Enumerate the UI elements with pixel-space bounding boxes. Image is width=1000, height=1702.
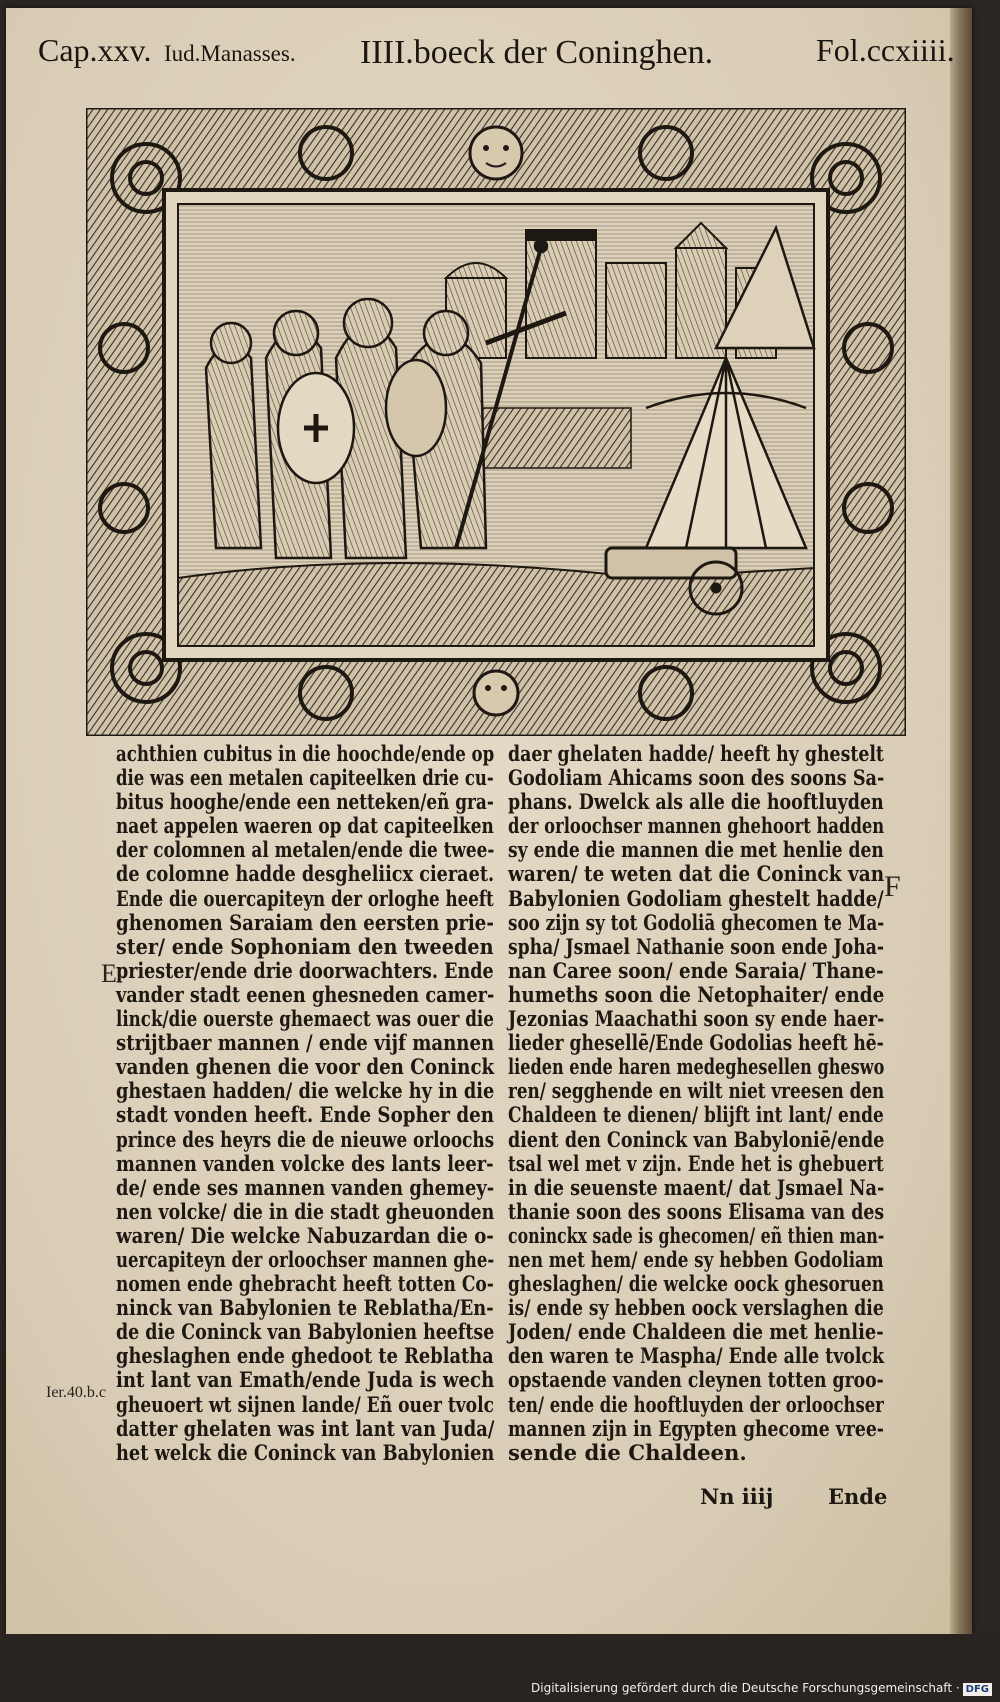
margin-reference: Ier.40.b.c bbox=[46, 1384, 106, 1401]
text-line: der colomnen al metalen/ende die twee- bbox=[116, 837, 495, 863]
text-line: den waren te Maspha/ Ende alle tvolck bbox=[508, 1343, 885, 1369]
text-line: nen volcke/ die in die stadt gheuonden bbox=[116, 1198, 495, 1224]
text-line: ren/ segghende en wilt niet vreesen den bbox=[508, 1078, 885, 1104]
text-line: mannen vanden volcke des lants leer- bbox=[116, 1150, 494, 1176]
folio-number: Fol.ccxiiii. bbox=[816, 32, 955, 68]
text-line: gheslaghen ende ghedoot te Reblatha bbox=[116, 1343, 494, 1369]
text-line: Joden/ ende Chaldeen die met henlie- bbox=[508, 1319, 884, 1345]
page-edge bbox=[950, 8, 972, 1634]
woodcut-svg bbox=[86, 108, 906, 736]
running-header bbox=[6, 8, 972, 88]
text-column-left bbox=[116, 742, 494, 1465]
text-line: stadt vonden heeft. Ende Sopher den bbox=[116, 1102, 494, 1128]
digitization-credit bbox=[531, 1681, 992, 1696]
text-line: coninckx sade is ghecomen/ eñ thien man- bbox=[508, 1222, 885, 1248]
text-line: spha/ Jsmael Nathanie soon ende Joha- bbox=[508, 933, 884, 959]
text-line: daer ghelaten hadde/ heeft hy ghestelt bbox=[508, 741, 884, 766]
text-line: waren/ Die welcke Nabuzardan die o- bbox=[116, 1222, 494, 1248]
margin-letter-f: F bbox=[884, 870, 901, 903]
text-line: mannen zijn in Egypten ghecome vree- bbox=[508, 1415, 884, 1441]
text-line: phans. Dwelck als alle die hooftluyden bbox=[508, 789, 884, 815]
text-line: ster/ ende Sophoniam den tweeden bbox=[116, 933, 494, 959]
text-line: opstaende vanden cleynen totten groo- bbox=[508, 1367, 884, 1393]
text-line: Babylonien Godoliam ghestelt hadde/ bbox=[508, 885, 884, 911]
text-column-right bbox=[508, 742, 884, 1465]
text-line: soo zijn sy tot Godoliā ghecomen te Ma- bbox=[508, 909, 885, 935]
catchword: Ende bbox=[828, 1484, 888, 1509]
text-line: gheslaghen/ die welcke oock ghesoruen bbox=[508, 1271, 884, 1297]
woodcut-illustration bbox=[86, 108, 906, 736]
text-line: ten/ ende die hooftluyden der orloochser bbox=[508, 1391, 884, 1417]
text-line: ghenomen Saraiam den eersten prie- bbox=[116, 909, 494, 935]
text-line: achthien cubitus in die hoochde/ende op bbox=[116, 741, 495, 766]
subject-label: Iud.Manasses. bbox=[164, 41, 296, 66]
text-line: thanie soon des soons Elisama van des bbox=[508, 1198, 885, 1224]
text-line: het welck die Coninck van Babylonien bbox=[116, 1439, 495, 1465]
text-line: nen met hem/ ende sy hebben Godoliam bbox=[508, 1246, 884, 1272]
text-line: Ende die ouercapiteyn der orloghe heeft bbox=[116, 885, 494, 911]
text-line: sy ende die mannen die met henlie den bbox=[508, 837, 884, 863]
text-line: humeths soon die Netophaiter/ ende bbox=[508, 981, 885, 1007]
text-line: vanden ghenen die voor den Coninck bbox=[116, 1054, 495, 1080]
credit-text: Digitalisierung gefördert durch die Deutsche Forschungsgemeinschaft · bbox=[531, 1681, 960, 1695]
text-line: ghestaen hadden/ die welcke hy in die bbox=[116, 1078, 495, 1104]
text-line: tsal wel met v zijn. Ende het is ghebuert bbox=[508, 1150, 884, 1176]
text-line: naet appelen waeren op dat capiteelken bbox=[116, 813, 494, 839]
text-line: is/ ende sy hebben oock verslaghen die bbox=[508, 1295, 884, 1321]
text-line: Godoliam Ahicams soon des soons Sa- bbox=[508, 765, 885, 791]
text-line: nomen ende ghebracht heeft totten Co- bbox=[116, 1271, 494, 1297]
text-line: der orloochser mannen ghehoort hadden bbox=[508, 813, 885, 839]
text-line: lieden ende haren medeghesellen gheswo bbox=[508, 1054, 885, 1080]
text-line: nan Caree soon/ ende Saraia/ Thane- bbox=[508, 957, 884, 983]
text-line: uercapiteyn der orloochser mannen ghe- bbox=[116, 1246, 495, 1272]
text-line: Chaldeen te dienen/ blijft int lant/ ende bbox=[508, 1102, 884, 1128]
troops-icon bbox=[481, 408, 631, 468]
text-line: prince des heyrs die de nieuwe orloochs bbox=[116, 1126, 495, 1152]
text-line: int lant van Emath/ende Juda is wech bbox=[116, 1367, 495, 1393]
text-line: priester/ende drie doorwachters. Ende bbox=[116, 957, 494, 983]
text-line: die was een metalen capiteelken drie cu- bbox=[116, 765, 494, 791]
text-line: dient den Coninck van Babyloniē/ende bbox=[508, 1126, 885, 1152]
text-line: strijtbaer mannen / ende vijf mannen bbox=[116, 1030, 495, 1056]
text-line: de die Coninck van Babylonien heeftse bbox=[116, 1319, 495, 1345]
text-line: de/ ende ses mannen vanden ghemey- bbox=[116, 1174, 495, 1200]
text-line: lieder ghesellē/Ende Godolias heeft hē- bbox=[508, 1030, 884, 1056]
chapter-label: Cap.xxv. bbox=[38, 32, 152, 68]
margin-letter-e: E bbox=[101, 959, 117, 988]
text-line: sende die Chaldeen. bbox=[508, 1439, 747, 1465]
text-line: linck/die ouerste ghemaect was ouer die bbox=[116, 1006, 494, 1032]
signature-mark: Nn iiij bbox=[700, 1484, 774, 1509]
text-line: Jezonias Maachathi soon sy ende haer- bbox=[508, 1006, 885, 1032]
text-line: vander stadt eenen ghesneden camer- bbox=[116, 981, 495, 1007]
text-line: bitus hooghe/ende een netteken/eñ gra- bbox=[116, 789, 494, 815]
text-line: de colomne hadde desgheliicx cieraet. bbox=[116, 861, 495, 887]
text-line: datter ghelaten was int lant van Juda/ bbox=[116, 1415, 495, 1441]
text-line: ninck van Babylonien te Reblatha/En- bbox=[116, 1295, 494, 1321]
dfg-logo: DFG bbox=[963, 1683, 992, 1696]
book-title: IIII.boeck der Coninghen. bbox=[360, 34, 714, 71]
text-line: in die seuenste maent/ dat Jsmael Na- bbox=[508, 1174, 885, 1200]
book-page bbox=[6, 8, 972, 1634]
text-line: waren/ te weten dat die Coninck van bbox=[508, 861, 885, 887]
text-line: gheuoert wt sijnen lande/ Eñ ouer tvolc bbox=[116, 1391, 495, 1417]
